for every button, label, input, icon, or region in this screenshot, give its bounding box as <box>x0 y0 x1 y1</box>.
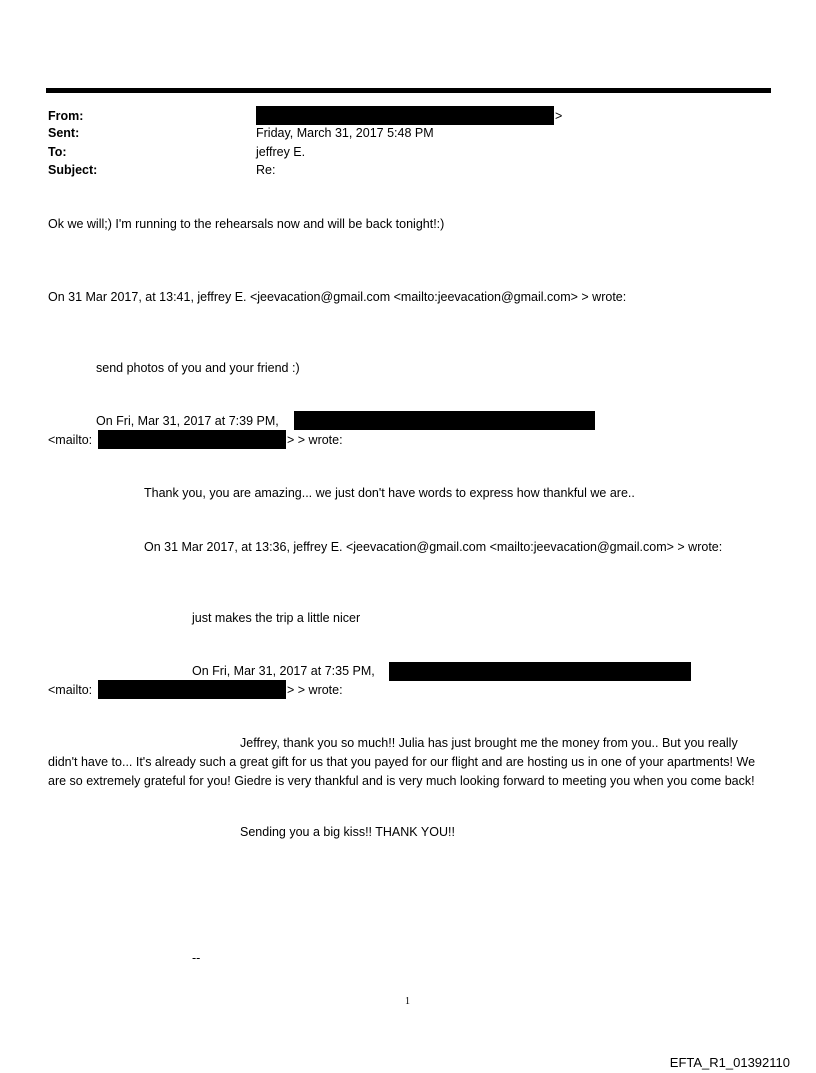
redaction-quote4-name <box>389 662 691 681</box>
signature-separator: -- <box>192 951 201 965</box>
from-suffix: > <box>555 109 563 123</box>
document-id: EFTA_R1_01392110 <box>669 1055 790 1070</box>
quote4-mailto: <mailto: <box>48 683 93 697</box>
to-value: jeffrey E. <box>256 145 306 159</box>
quote2-text: Thank you, you are amazing... we just don't have words to express how thankful we are.. <box>144 486 635 500</box>
redaction-quote2-email <box>98 430 286 449</box>
subject-value: Re: <box>256 163 276 177</box>
quote3-header: On 31 Mar 2017, at 13:36, jeffrey E. <jeevacation@gmail.com <mailto:jeevacation@gmail.com> > wrote: <box>144 540 723 554</box>
page-number: 1 <box>405 996 410 1007</box>
to-label: To: <box>48 145 67 159</box>
quote2-header: On Fri, Mar 31, 2017 at 7:39 PM, <box>96 414 279 428</box>
quote4-header: On Fri, Mar 31, 2017 at 7:35 PM, <box>192 664 375 678</box>
redaction-quote2-name <box>294 411 595 430</box>
subject-label: Subject: <box>48 163 98 177</box>
reply-text: Ok we will;) I'm running to the rehearsals now and will be back tonight!:) <box>48 217 445 231</box>
header-rule <box>46 88 771 93</box>
sent-value: Friday, March 31, 2017 5:48 PM <box>256 126 434 140</box>
quote2-wrote: > > wrote: <box>287 433 343 447</box>
from-label: From: <box>48 109 84 123</box>
quote2-mailto: <mailto: <box>48 433 93 447</box>
quote1-text: send photos of you and your friend :) <box>96 361 300 375</box>
redaction-from <box>256 106 554 125</box>
quote4-sign: Sending you a big kiss!! THANK YOU!! <box>240 825 455 839</box>
quote4-paragraph: Jeffrey, thank you so much!! Julia has just brought me the money from you.. But you really didn't have to... It's already such a great gift for us that you payed for our flight and are hosting us in one of your apartments! We are so extremely grateful for you! Giedre is very thankful and is very much looking forward to meeting you when you come back! <box>48 736 756 788</box>
redaction-quote4-email <box>98 680 286 699</box>
sent-label: Sent: <box>48 126 80 140</box>
quote1-header: On 31 Mar 2017, at 13:41, jeffrey E. <jeevacation@gmail.com <mailto:jeevacation@gmail.com> > wrote: <box>48 290 627 304</box>
quote3-text: just makes the trip a little nicer <box>192 611 361 625</box>
quote4-wrote: > > wrote: <box>287 683 343 697</box>
